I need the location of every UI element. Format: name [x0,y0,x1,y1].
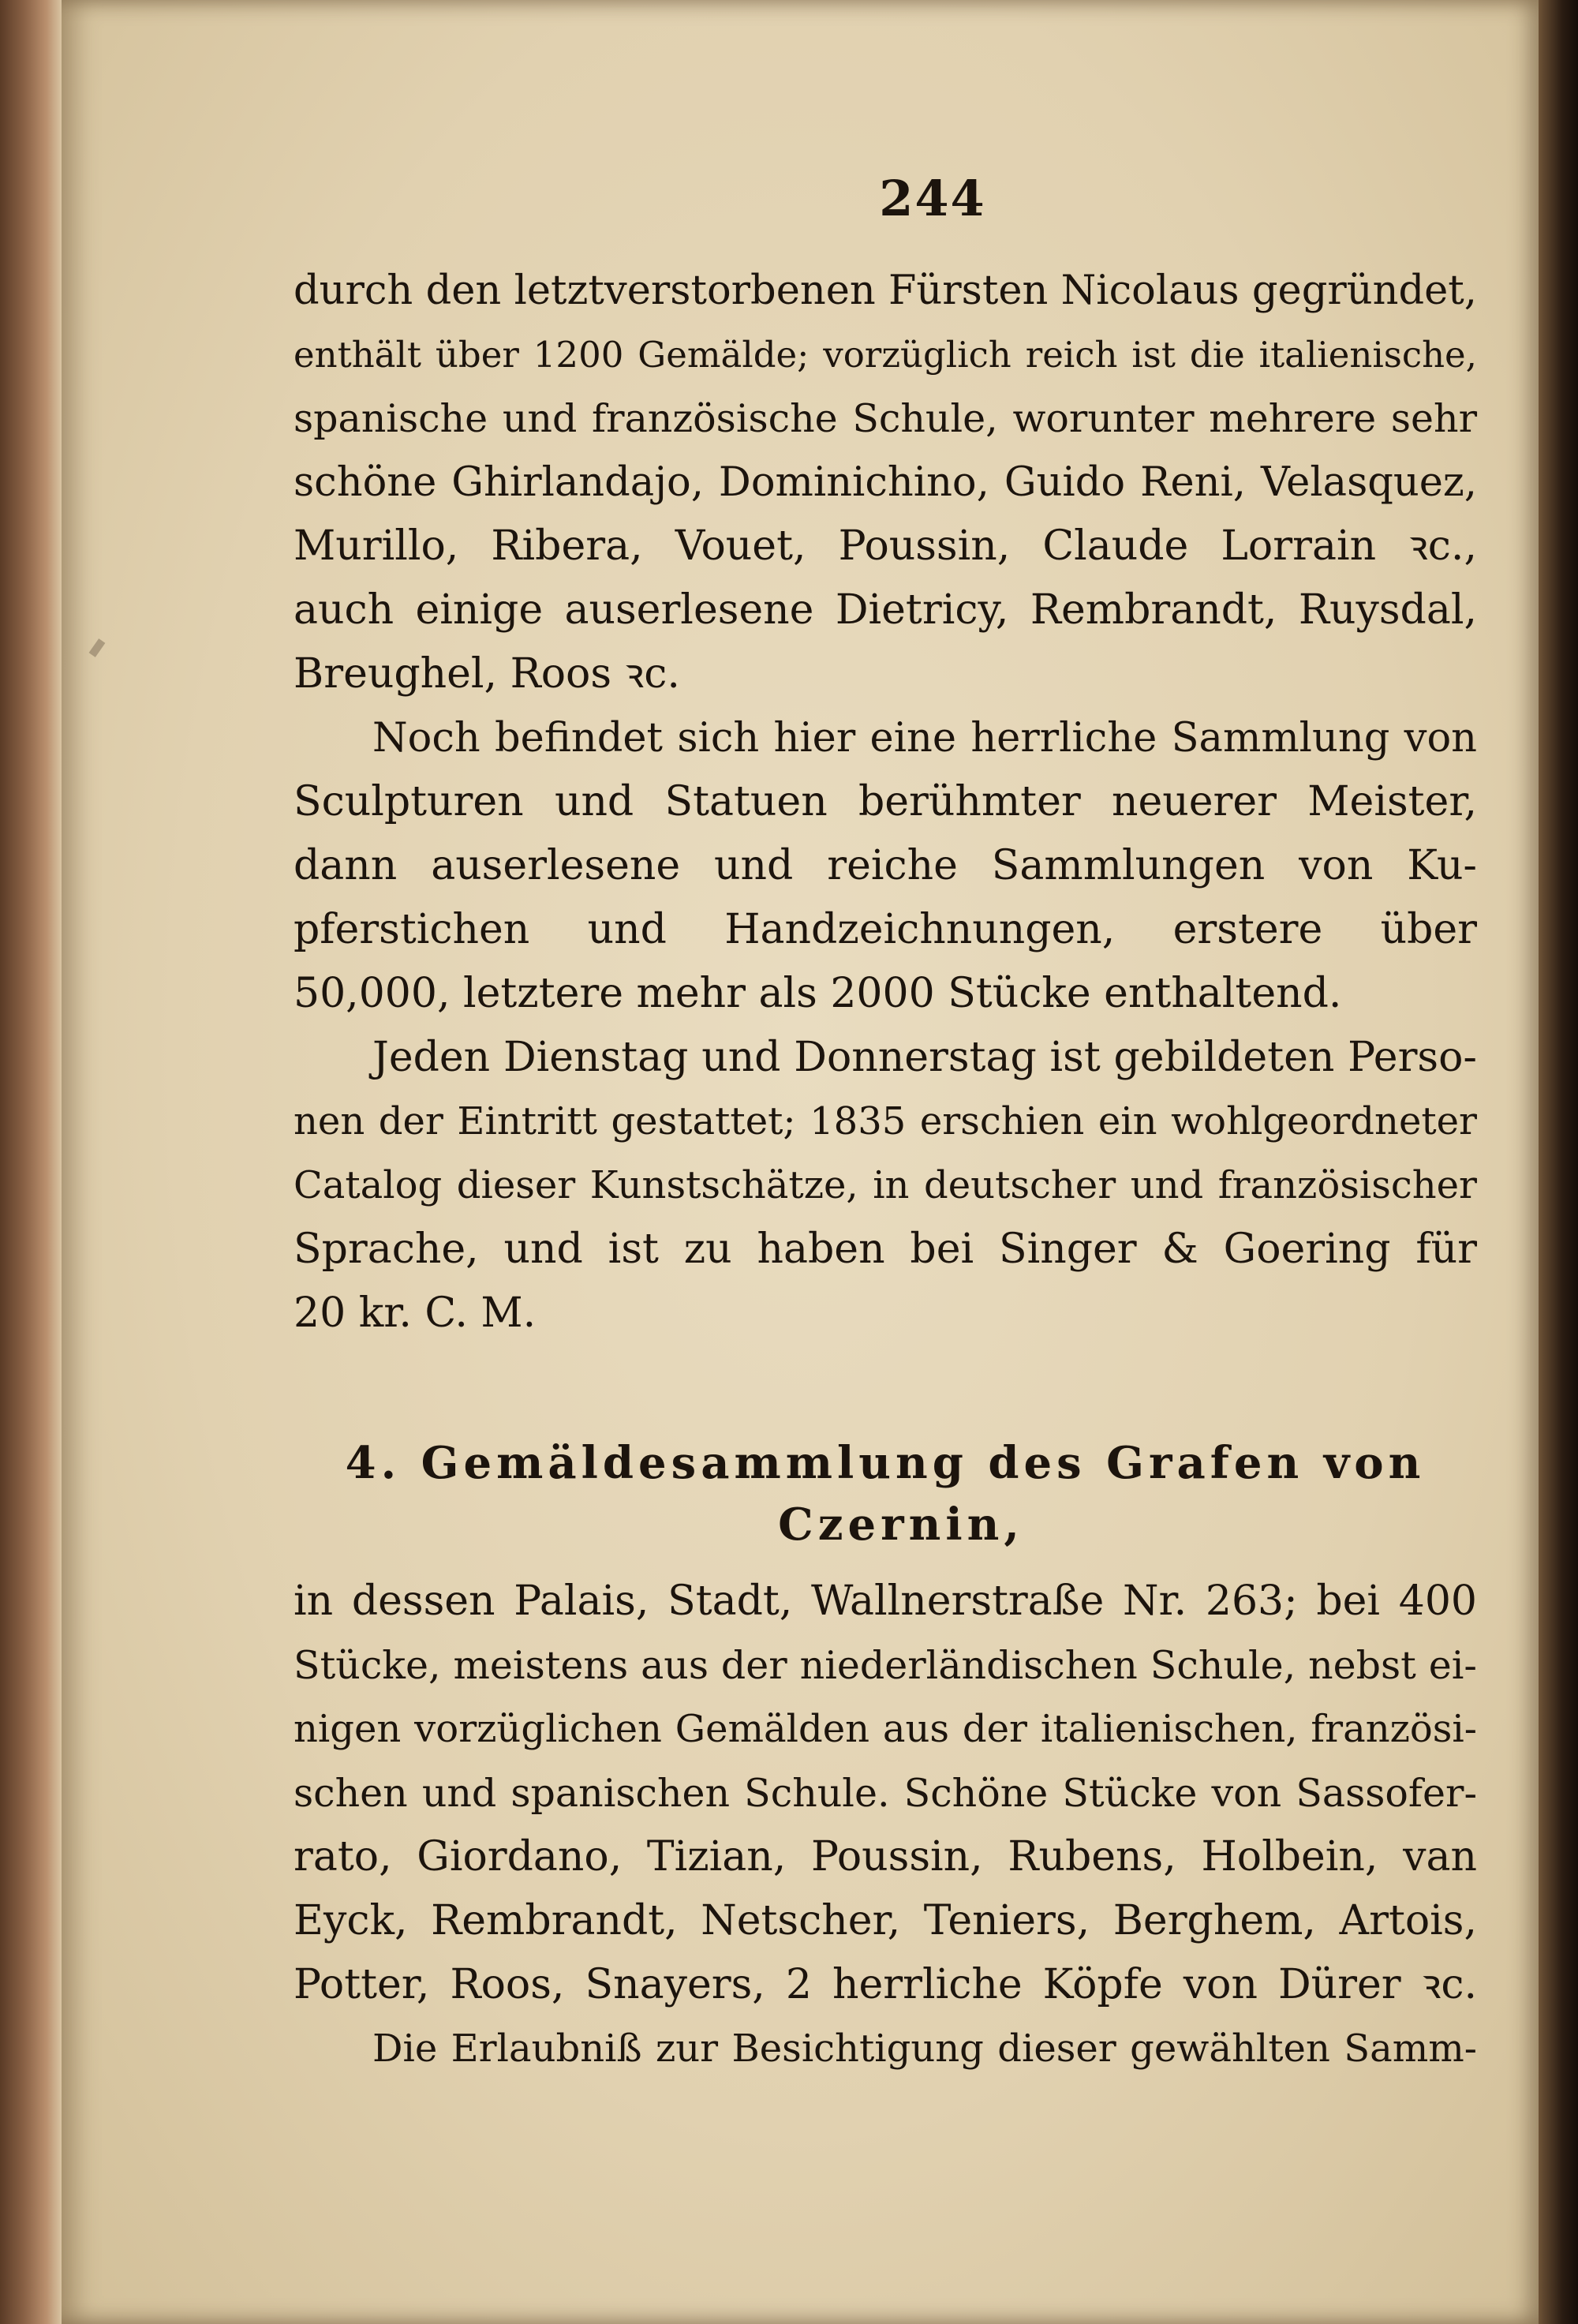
text-line: 20 kr. C. M. [294,1289,537,1337]
text-line: Eyck, Rembrandt, Netscher, Teniers, Berghem, Artois, [294,1897,1477,1944]
text-line: Die Erlaubniß zur Besichtigung dieser gewählten Samm- [372,2026,1477,2071]
paragraph-permission [294,2017,1477,2081]
text-line: Potter, Roos, Snayers, 2 herrliche Köpfe von Dürer ꝛc. [294,1961,1477,2008]
text-line: schöne Ghirlandajo, Dominichino, Guido Reni, Velasquez, [294,459,1477,506]
text-line: in dessen Palais, Stadt, Wallnerstraße Nr. 263; bei 400 [294,1577,1477,1625]
text-line: Murillo, Ribera, Vouet, Poussin, Claude Lorrain ꝛc., [294,522,1477,570]
text-line: Sculpturen und Statuen berühmter neuerer Meister, [294,778,1477,825]
text-line: Noch befindet sich hier eine herrliche Sammlung von [372,715,1477,762]
heading-line: 4. Gemäldesammlung des Grafen von [345,1437,1426,1489]
book-spine-left [0,0,62,2324]
text-line: Catalog dieser Kunstschätze, in deutscher und französischer [294,1163,1477,1207]
text-line: nigen vorzüglichen Gemälden aus der italienischen, französi- [294,1707,1477,1751]
text-line: auch einige auserlesene Dietricy, Rembrandt, Ruysdal, [294,586,1477,634]
page-content [294,170,1477,2081]
text-line: 50,000, letztere mehr als 2000 Stücke enthaltend. [294,970,1342,1017]
text-line: Sprache, und ist zu haben bei Singer & Goering für [294,1226,1477,1273]
text-line: pferstichen und Handzeichnungen, erstere über [294,906,1477,953]
text-line: durch den letztverstorbenen Fürsten Nicolaus gegründet, [294,268,1477,314]
paragraph-visiting-hours [294,1026,1477,1345]
text-line: enthält über 1200 Gemälde; vorzüglich reich ist die italienische, [294,334,1477,376]
text-line: Stücke, meistens aus der niederländischen Schule, nebst ei- [294,1643,1477,1688]
paragraph-czernin-collection [294,1570,1477,2017]
text-line: schen und spanischen Schule. Schöne Stücke von Sassofer- [294,1771,1477,1816]
book-edge-right [1539,0,1578,2324]
heading-line: Czernin, [778,1499,1024,1551]
text-line: rato, Giordano, Tizian, Poussin, Rubens, Holbein, van [294,1833,1477,1881]
text-line: nen der Eintritt gestattet; 1835 erschien ein wohlgeordneter [294,1099,1477,1143]
paragraph-sculptures [294,706,1477,1026]
text-line: spanische und französische Schule, worunter mehrere sehr [294,396,1477,441]
paragraph-esterhazy-collection [294,259,1477,706]
text-line: Breughel, Roos ꝛc. [294,650,680,698]
section-heading [294,1432,1477,1555]
text-line: dann auserlesene und reiche Sammlungen von Ku- [294,842,1477,889]
page-number: 244 [879,170,986,227]
text-line: Jeden Dienstag und Donnerstag ist gebildeten Perso- [372,1034,1477,1081]
